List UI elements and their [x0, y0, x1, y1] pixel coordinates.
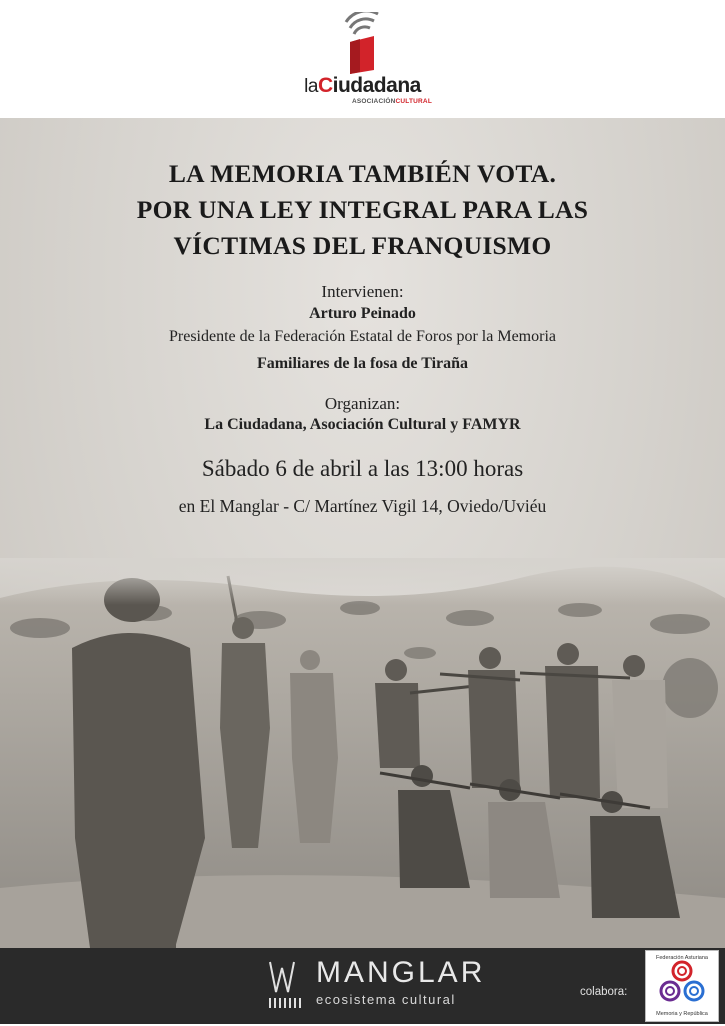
- manglar-logo-icon: [266, 958, 306, 1014]
- svg-text:Federación Asturiana: Federación Asturiana: [656, 955, 708, 961]
- manglar-brand-name: MANGLAR: [316, 956, 486, 989]
- speakers-label: Intervienen:: [321, 282, 404, 301]
- speaker-role: Presidente de la Federación Estatal de Foros por la Memoria: [169, 328, 556, 345]
- organizers-label: Organizan:: [324, 394, 401, 413]
- organizers: La Ciudadana, Asociación Cultural y FAMYR: [204, 416, 521, 433]
- event-date: Sábado 6 de abril a las 13:00 horas: [201, 456, 524, 481]
- second-speaker: Familiares de la fosa de Tiraña: [256, 355, 469, 372]
- speaker-name: Arturo Peinado: [309, 305, 416, 322]
- manglar-brand-subtitle: ecosistema cultural: [316, 992, 456, 1007]
- historical-execution-photo: [0, 558, 725, 948]
- poster-body: [0, 118, 725, 948]
- logo-subtitle: ASOCIACIÓNCULTURAL: [351, 98, 432, 105]
- event-title: LA MEMORIA TAMBIÉN VOTA. POR UNA LEY INTEGRAL PARA LAS VÍCTIMAS DEL FRANQUISMO: [136, 159, 589, 260]
- federation-logo: [645, 950, 719, 1022]
- collaborate-label: colabora:: [580, 986, 628, 998]
- la-ciudadana-logo-icon: [332, 12, 392, 74]
- svg-text:Memoria y República: Memoria y República: [656, 1011, 708, 1017]
- event-place: en El Manglar - C/ Martínez Vigil 14, Oviedo/Uviéu: [178, 496, 547, 516]
- logo-wordmark: laCiudadana: [304, 74, 421, 97]
- header: [0, 0, 725, 118]
- footer: [0, 948, 725, 1024]
- federation-spiral-icon: [646, 951, 718, 1021]
